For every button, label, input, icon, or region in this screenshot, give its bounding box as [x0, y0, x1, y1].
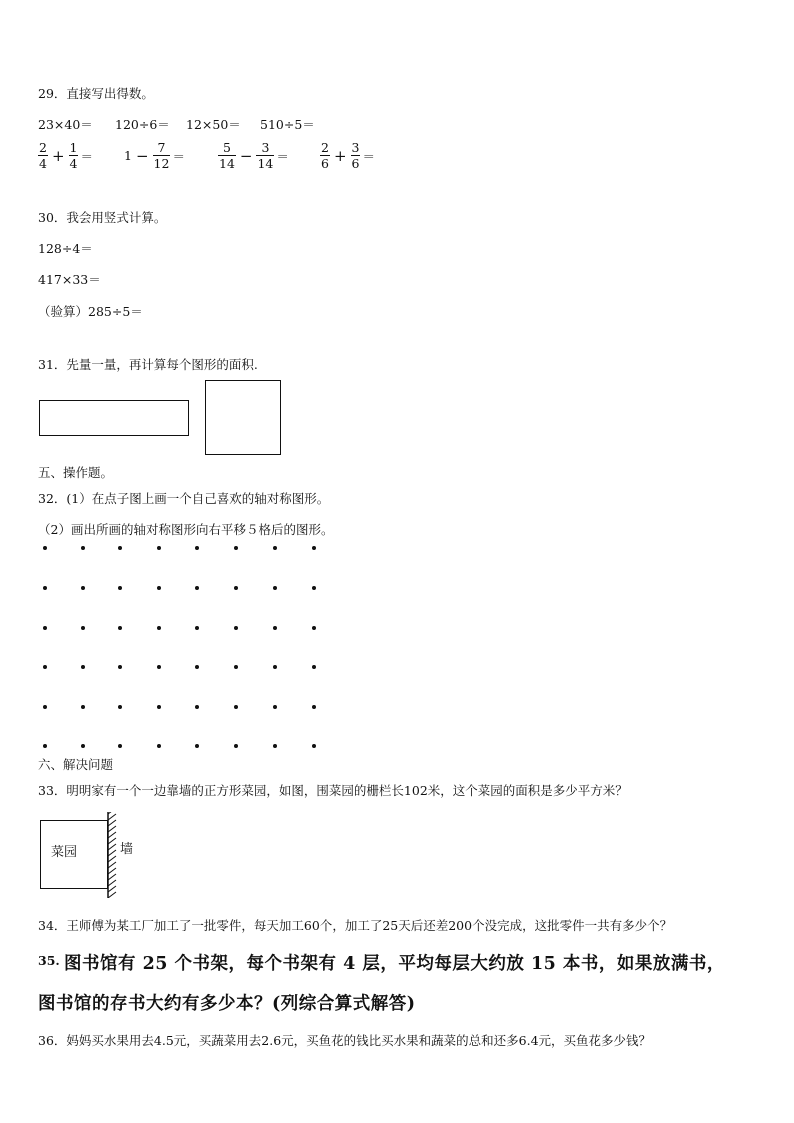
grid-dot[interactable] — [157, 665, 161, 669]
grid-dot[interactable] — [43, 665, 47, 669]
grid-dot[interactable] — [43, 626, 47, 630]
equals: ＝ — [172, 148, 185, 164]
q33-text: 33．明明家有一个一边靠墙的正方形菜园，如图，围菜园的栅栏长102米，这个菜园的面积是多少平方米？ — [38, 783, 628, 798]
grid-dot[interactable] — [118, 586, 122, 590]
grid-dot[interactable] — [81, 586, 85, 590]
grid-dot[interactable] — [273, 705, 277, 709]
equals: ＝ — [276, 148, 289, 164]
grid-dot[interactable] — [81, 626, 85, 630]
grid-dot[interactable] — [234, 546, 238, 550]
numerator: 1 — [69, 140, 78, 155]
grid-dot[interactable] — [118, 626, 122, 630]
q30-line-2: 417×33＝ — [38, 272, 101, 287]
grid-dot[interactable] — [312, 586, 316, 590]
grid-dot[interactable] — [118, 546, 122, 550]
denominator: 12 — [153, 156, 170, 171]
grid-dot[interactable] — [195, 705, 199, 709]
grid-dot[interactable] — [81, 546, 85, 550]
denominator: 6 — [351, 156, 360, 171]
grid-dot[interactable] — [118, 744, 122, 748]
grid-dot[interactable] — [234, 586, 238, 590]
grid-dot[interactable] — [273, 626, 277, 630]
numerator: 5 — [222, 140, 231, 155]
section-6-title: 六、解决问题 — [38, 757, 114, 772]
operator: − — [135, 146, 149, 165]
grid-dot[interactable] — [157, 546, 161, 550]
denominator: 4 — [69, 156, 78, 171]
grid-dot[interactable] — [195, 744, 199, 748]
whole-number: 1 — [124, 148, 132, 163]
grid-dot[interactable] — [312, 705, 316, 709]
equals: ＝ — [80, 148, 93, 164]
numerator: 7 — [157, 140, 166, 155]
q31-title: 31．先量一量，再计算每个图形的面积. — [38, 357, 258, 372]
grid-dot[interactable] — [43, 744, 47, 748]
grid-dot[interactable] — [157, 586, 161, 590]
garden-figure — [40, 820, 108, 889]
grid-dot[interactable] — [312, 665, 316, 669]
denominator: 14 — [257, 156, 274, 171]
grid-dot[interactable] — [234, 705, 238, 709]
garden-label: 菜园 — [51, 845, 78, 860]
grid-dot[interactable] — [81, 705, 85, 709]
grid-dot[interactable] — [273, 744, 277, 748]
q29-expr-1: 23×40＝ — [38, 117, 93, 132]
denominator: 4 — [39, 156, 47, 171]
grid-dot[interactable] — [273, 546, 277, 550]
grid-dot[interactable] — [195, 546, 199, 550]
q29-expr-2: 120÷6＝ — [115, 117, 170, 132]
q35-line-2: 图书馆的存书大约有多少本？(列综合算式解答) — [38, 994, 416, 1014]
q35-line-1: 图书馆有 25 个书架，每个书架有 4 层，平均每层大约放 15 本书，如果放满书， — [64, 954, 725, 974]
grid-dot[interactable] — [43, 705, 47, 709]
grid-dot[interactable] — [157, 744, 161, 748]
grid-dot[interactable] — [195, 665, 199, 669]
q36-text: 36．妈妈买水果用去4.5元，买蔬菜用去2.6元，买鱼花的钱比买水果和蔬菜的总和还多6.4元，买鱼花多少钱？ — [38, 1033, 652, 1048]
q29-expr-3: 12×50＝ — [186, 117, 241, 132]
grid-dot[interactable] — [118, 665, 122, 669]
wall-label: 墙 — [120, 842, 134, 857]
equals: ＝ — [362, 148, 375, 164]
denominator: 6 — [321, 156, 329, 171]
numerator: 3 — [351, 140, 360, 155]
grid-dot[interactable] — [157, 705, 161, 709]
q32-line-2: （2）画出所画的轴对称图形向右平移５格后的图形。 — [38, 522, 334, 537]
grid-dot[interactable] — [43, 586, 47, 590]
q30-line-3: （验算）285÷5＝ — [38, 304, 143, 319]
q30-line-1: 128÷4＝ — [38, 241, 93, 256]
grid-dot[interactable] — [312, 744, 316, 748]
section-5-title: 五、操作题。 — [38, 465, 114, 480]
q35-number: 35. — [38, 953, 60, 968]
grid-dot[interactable] — [157, 626, 161, 630]
operator: + — [333, 146, 347, 165]
grid-dot[interactable] — [195, 586, 199, 590]
grid-dot[interactable] — [234, 744, 238, 748]
grid-dot[interactable] — [273, 665, 277, 669]
denominator: 14 — [219, 156, 235, 171]
operator: + — [51, 146, 65, 165]
numerator: 3 — [261, 140, 270, 155]
numerator: 2 — [39, 140, 47, 155]
grid-dot[interactable] — [81, 744, 85, 748]
operator: − — [239, 146, 253, 165]
grid-dot[interactable] — [118, 705, 122, 709]
q34-text: 34．王师傅为某工厂加工了一批零件，每天加工60个，加工了25天后还差200个没完成，这批零件一共有多少个？ — [38, 918, 673, 933]
grid-dot[interactable] — [43, 546, 47, 550]
grid-dot[interactable] — [234, 626, 238, 630]
grid-dot[interactable] — [312, 626, 316, 630]
q29-expr-4: 510÷5＝ — [260, 117, 315, 132]
q30-title: 30．我会用竖式计算。 — [38, 210, 167, 225]
grid-dot[interactable] — [234, 665, 238, 669]
q29-title: 29．直接写出得数。 — [38, 86, 154, 101]
grid-dot[interactable] — [195, 626, 199, 630]
numerator: 2 — [321, 140, 329, 155]
grid-dot[interactable] — [273, 586, 277, 590]
grid-dot[interactable] — [312, 546, 316, 550]
q32-line-1: 32．(1）在点子图上画一个自己喜欢的轴对称图形。 — [38, 491, 330, 506]
grid-dot[interactable] — [81, 665, 85, 669]
